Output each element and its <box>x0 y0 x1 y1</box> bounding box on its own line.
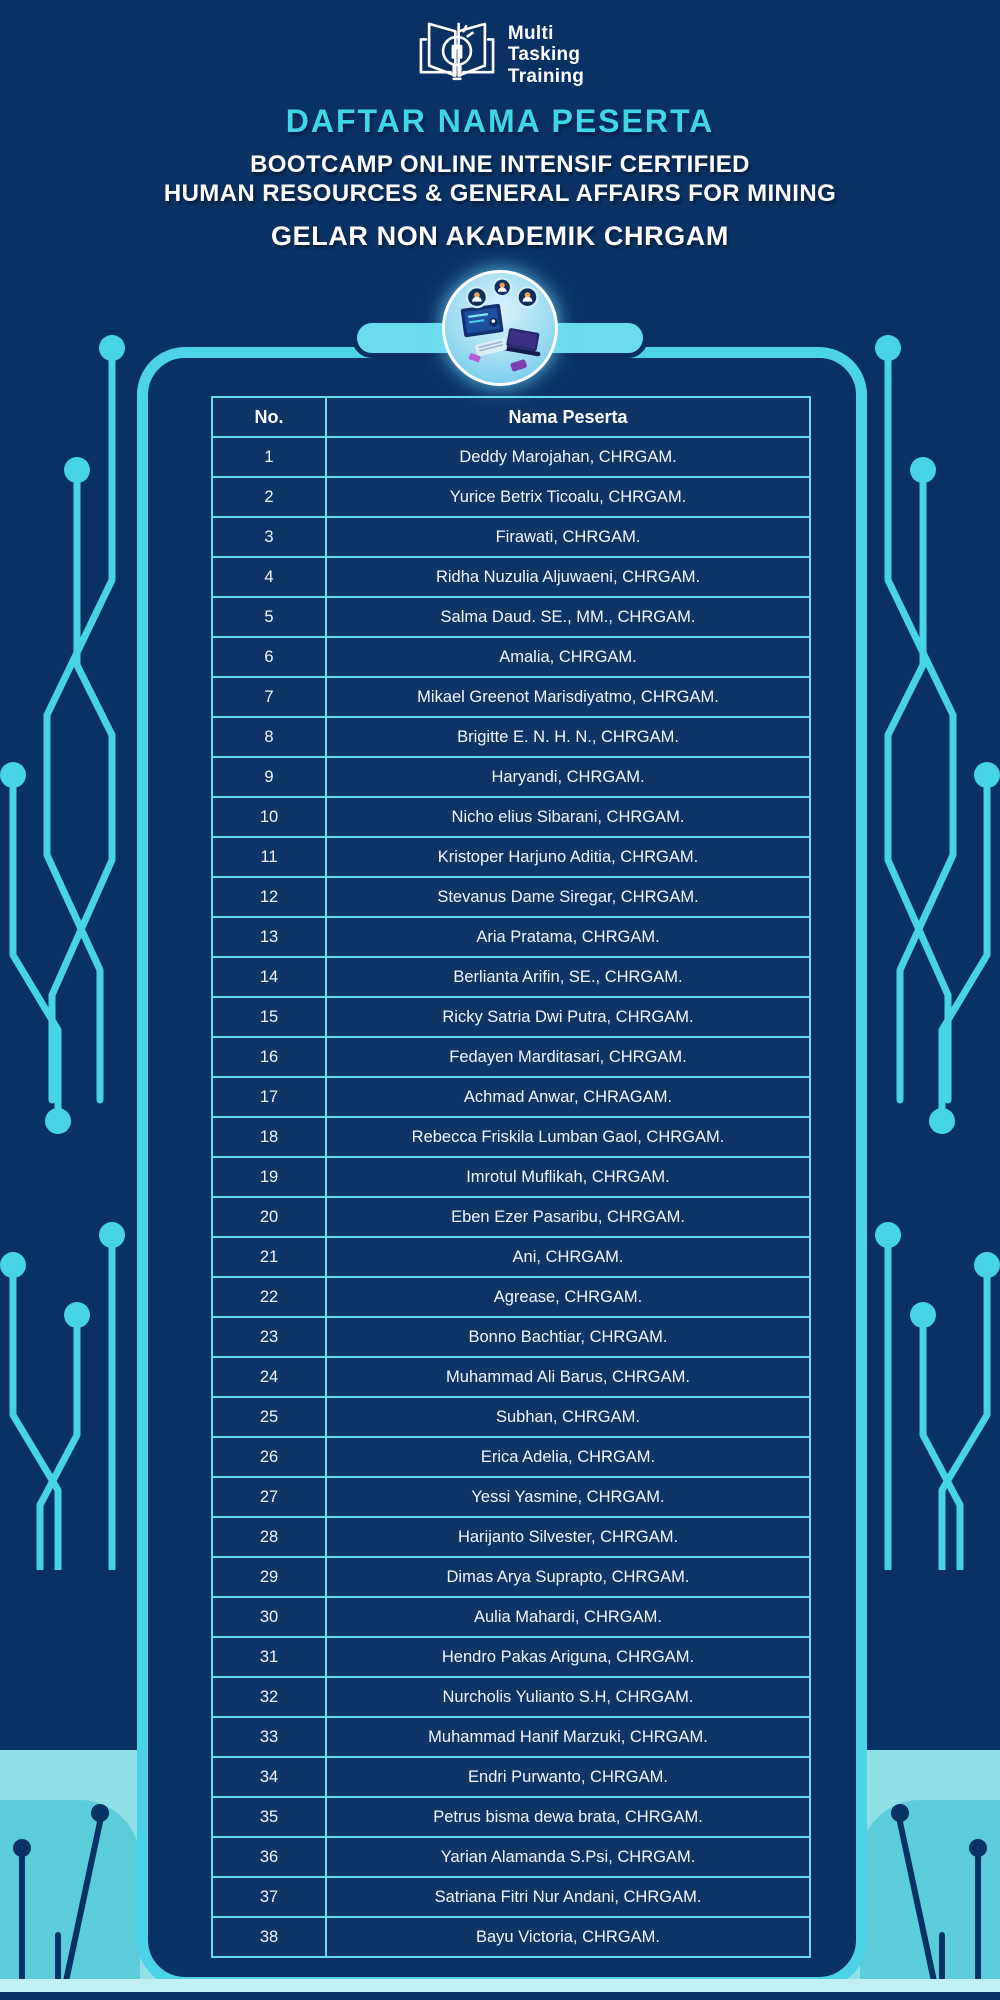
row-number: 31 <box>212 1637 326 1677</box>
row-number: 27 <box>212 1477 326 1517</box>
table-row <box>212 1717 810 1757</box>
row-number: 30 <box>212 1597 326 1637</box>
table-row <box>212 957 810 997</box>
table-row <box>212 637 810 677</box>
row-number: 17 <box>212 1077 326 1117</box>
row-name: Rebecca Friskila Lumban Gaol, CHRGAM. <box>326 1117 810 1157</box>
table-row <box>212 1357 810 1397</box>
row-name: Yessi Yasmine, CHRGAM. <box>326 1477 810 1517</box>
row-name: Muhammad Ali Barus, CHRGAM. <box>326 1357 810 1397</box>
row-name: Hendro Pakas Ariguna, CHRGAM. <box>326 1637 810 1677</box>
row-number: 18 <box>212 1117 326 1157</box>
row-number: 3 <box>212 517 326 557</box>
row-name: Ani, CHRGAM. <box>326 1237 810 1277</box>
row-number: 12 <box>212 877 326 917</box>
table-row <box>212 837 810 877</box>
table-row <box>212 557 810 597</box>
logo-text-line3: Training <box>507 65 585 87</box>
row-number: 21 <box>212 1237 326 1277</box>
row-number: 22 <box>212 1277 326 1317</box>
table-row <box>212 997 810 1037</box>
row-number: 14 <box>212 957 326 997</box>
row-number: 29 <box>212 1557 326 1597</box>
circuit-decoration-left-icon <box>0 330 135 1570</box>
table-row <box>212 717 810 757</box>
circuit-decoration-bottom-left-icon <box>0 1730 160 2000</box>
bottom-navy-strip <box>0 1992 1000 2000</box>
table-row <box>212 1917 810 1957</box>
row-number: 33 <box>212 1717 326 1757</box>
row-number: 38 <box>212 1917 326 1957</box>
row-name: Amalia, CHRGAM. <box>326 637 810 677</box>
table-row <box>212 1037 810 1077</box>
participants-table <box>211 396 811 1958</box>
row-name: Ricky Satria Dwi Putra, CHRGAM. <box>326 997 810 1037</box>
row-name: Salma Daud. SE., MM., CHRGAM. <box>326 597 810 637</box>
row-name: Satriana Fitri Nur Andani, CHRGAM. <box>326 1877 810 1917</box>
online-training-illustration-icon <box>445 273 555 383</box>
subtitle <box>0 150 1000 209</box>
row-name: Firawati, CHRGAM. <box>326 517 810 557</box>
row-number: 15 <box>212 997 326 1037</box>
training-illustration-badge <box>442 270 558 386</box>
table-row <box>212 1597 810 1637</box>
row-number: 37 <box>212 1877 326 1917</box>
table-row <box>212 1437 810 1477</box>
table-row <box>212 1277 810 1317</box>
row-number: 35 <box>212 1797 326 1837</box>
row-number: 19 <box>212 1157 326 1197</box>
row-number: 23 <box>212 1317 326 1357</box>
table-row <box>212 1077 810 1117</box>
row-name: Imrotul Muflikah, CHRGAM. <box>326 1157 810 1197</box>
row-name: Berlianta Arifin, SE., CHRGAM. <box>326 957 810 997</box>
degree-line: GELAR NON AKADEMIK CHRGAM <box>271 221 729 251</box>
logo-text-line2: Tasking <box>507 44 581 66</box>
row-name: Fedayen Marditasari, CHRGAM. <box>326 1037 810 1077</box>
row-number: 34 <box>212 1757 326 1797</box>
table-row <box>212 1117 810 1157</box>
logo <box>0 18 1000 92</box>
bottom-light-bar <box>0 1979 1000 1992</box>
page-title: DAFTAR NAMA PESERTA <box>285 103 715 139</box>
subtitle-line1: BOOTCAMP ONLINE INTENSIF CERTIFIED <box>250 151 750 178</box>
row-number: 11 <box>212 837 326 877</box>
row-number: 8 <box>212 717 326 757</box>
circuit-decoration-right-icon <box>865 330 1000 1570</box>
table-row <box>212 797 810 837</box>
row-number: 20 <box>212 1197 326 1237</box>
table-row <box>212 517 810 557</box>
table-row <box>212 437 810 477</box>
row-number: 4 <box>212 557 326 597</box>
row-name: Bonno Bachtiar, CHRGAM. <box>326 1317 810 1357</box>
row-number: 36 <box>212 1837 326 1877</box>
row-name: Ridha Nuzulia Aljuwaeni, CHRGAM. <box>326 557 810 597</box>
row-number: 26 <box>212 1437 326 1477</box>
row-name: Bayu Victoria, CHRGAM. <box>326 1917 810 1957</box>
row-number: 24 <box>212 1357 326 1397</box>
row-name: Yurice Betrix Ticoalu, CHRGAM. <box>326 477 810 517</box>
row-name: Dimas Arya Suprapto, CHRGAM. <box>326 1557 810 1597</box>
row-number: 2 <box>212 477 326 517</box>
table-row <box>212 1877 810 1917</box>
row-number: 9 <box>212 757 326 797</box>
column-header-nama-peserta: Nama Peserta <box>326 397 810 437</box>
table-row <box>212 1637 810 1677</box>
row-name: Endri Purwanto, CHRGAM. <box>326 1757 810 1797</box>
row-name: Nicho elius Sibarani, CHRGAM. <box>326 797 810 837</box>
row-name: Stevanus Dame Siregar, CHRGAM. <box>326 877 810 917</box>
row-name: Petrus bisma dewa brata, CHRGAM. <box>326 1797 810 1837</box>
table-row <box>212 1477 810 1517</box>
table-row <box>212 1197 810 1237</box>
table-row <box>212 477 810 517</box>
table-row <box>212 877 810 917</box>
row-name: Yarian Alamanda S.Psi, CHRGAM. <box>326 1837 810 1877</box>
table-row <box>212 677 810 717</box>
row-name: Aulia Mahardi, CHRGAM. <box>326 1597 810 1637</box>
row-number: 5 <box>212 597 326 637</box>
table-header-row <box>212 397 810 437</box>
row-name: Muhammad Hanif Marzuki, CHRGAM. <box>326 1717 810 1757</box>
row-name: Haryandi, CHRGAM. <box>326 757 810 797</box>
row-number: 25 <box>212 1397 326 1437</box>
table-row <box>212 1517 810 1557</box>
row-name: Kristoper Harjuno Aditia, CHRGAM. <box>326 837 810 877</box>
row-name: Subhan, CHRGAM. <box>326 1397 810 1437</box>
subtitle-line2: HUMAN RESOURCES & GENERAL AFFAIRS FOR MINING <box>163 180 837 208</box>
row-name: Nurcholis Yulianto S.H, CHRGAM. <box>326 1677 810 1717</box>
row-number: 28 <box>212 1517 326 1557</box>
table-row <box>212 1237 810 1277</box>
logo-text-line1: Multi <box>507 22 554 44</box>
row-number: 7 <box>212 677 326 717</box>
row-number: 1 <box>212 437 326 477</box>
row-name: Agrease, CHRGAM. <box>326 1277 810 1317</box>
table-row <box>212 1397 810 1437</box>
table-row <box>212 1797 810 1837</box>
row-name: Erica Adelia, CHRGAM. <box>326 1437 810 1477</box>
table-row <box>212 1557 810 1597</box>
open-book-lightbulb-icon <box>416 18 498 92</box>
column-header-no: No. <box>212 397 326 437</box>
row-number: 13 <box>212 917 326 957</box>
row-name: Harijanto Silvester, CHRGAM. <box>326 1517 810 1557</box>
table-row <box>212 597 810 637</box>
row-number: 6 <box>212 637 326 677</box>
row-name: Deddy Marojahan, CHRGAM. <box>326 437 810 477</box>
table-row <box>212 1317 810 1357</box>
table-row <box>212 1757 810 1797</box>
table-row <box>212 1837 810 1877</box>
row-number: 32 <box>212 1677 326 1717</box>
row-name: Brigitte E. N. H. N., CHRGAM. <box>326 717 810 757</box>
row-name: Mikael Greenot Marisdiyatmo, CHRGAM. <box>326 677 810 717</box>
table-row <box>212 1157 810 1197</box>
row-number: 16 <box>212 1037 326 1077</box>
table-row <box>212 1677 810 1717</box>
logo-text <box>508 23 584 87</box>
row-name: Eben Ezer Pasaribu, CHRGAM. <box>326 1197 810 1237</box>
row-number: 10 <box>212 797 326 837</box>
row-name: Aria Pratama, CHRGAM. <box>326 917 810 957</box>
table-row <box>212 757 810 797</box>
row-name: Achmad Anwar, CHRAGAM. <box>326 1077 810 1117</box>
table-row <box>212 917 810 957</box>
